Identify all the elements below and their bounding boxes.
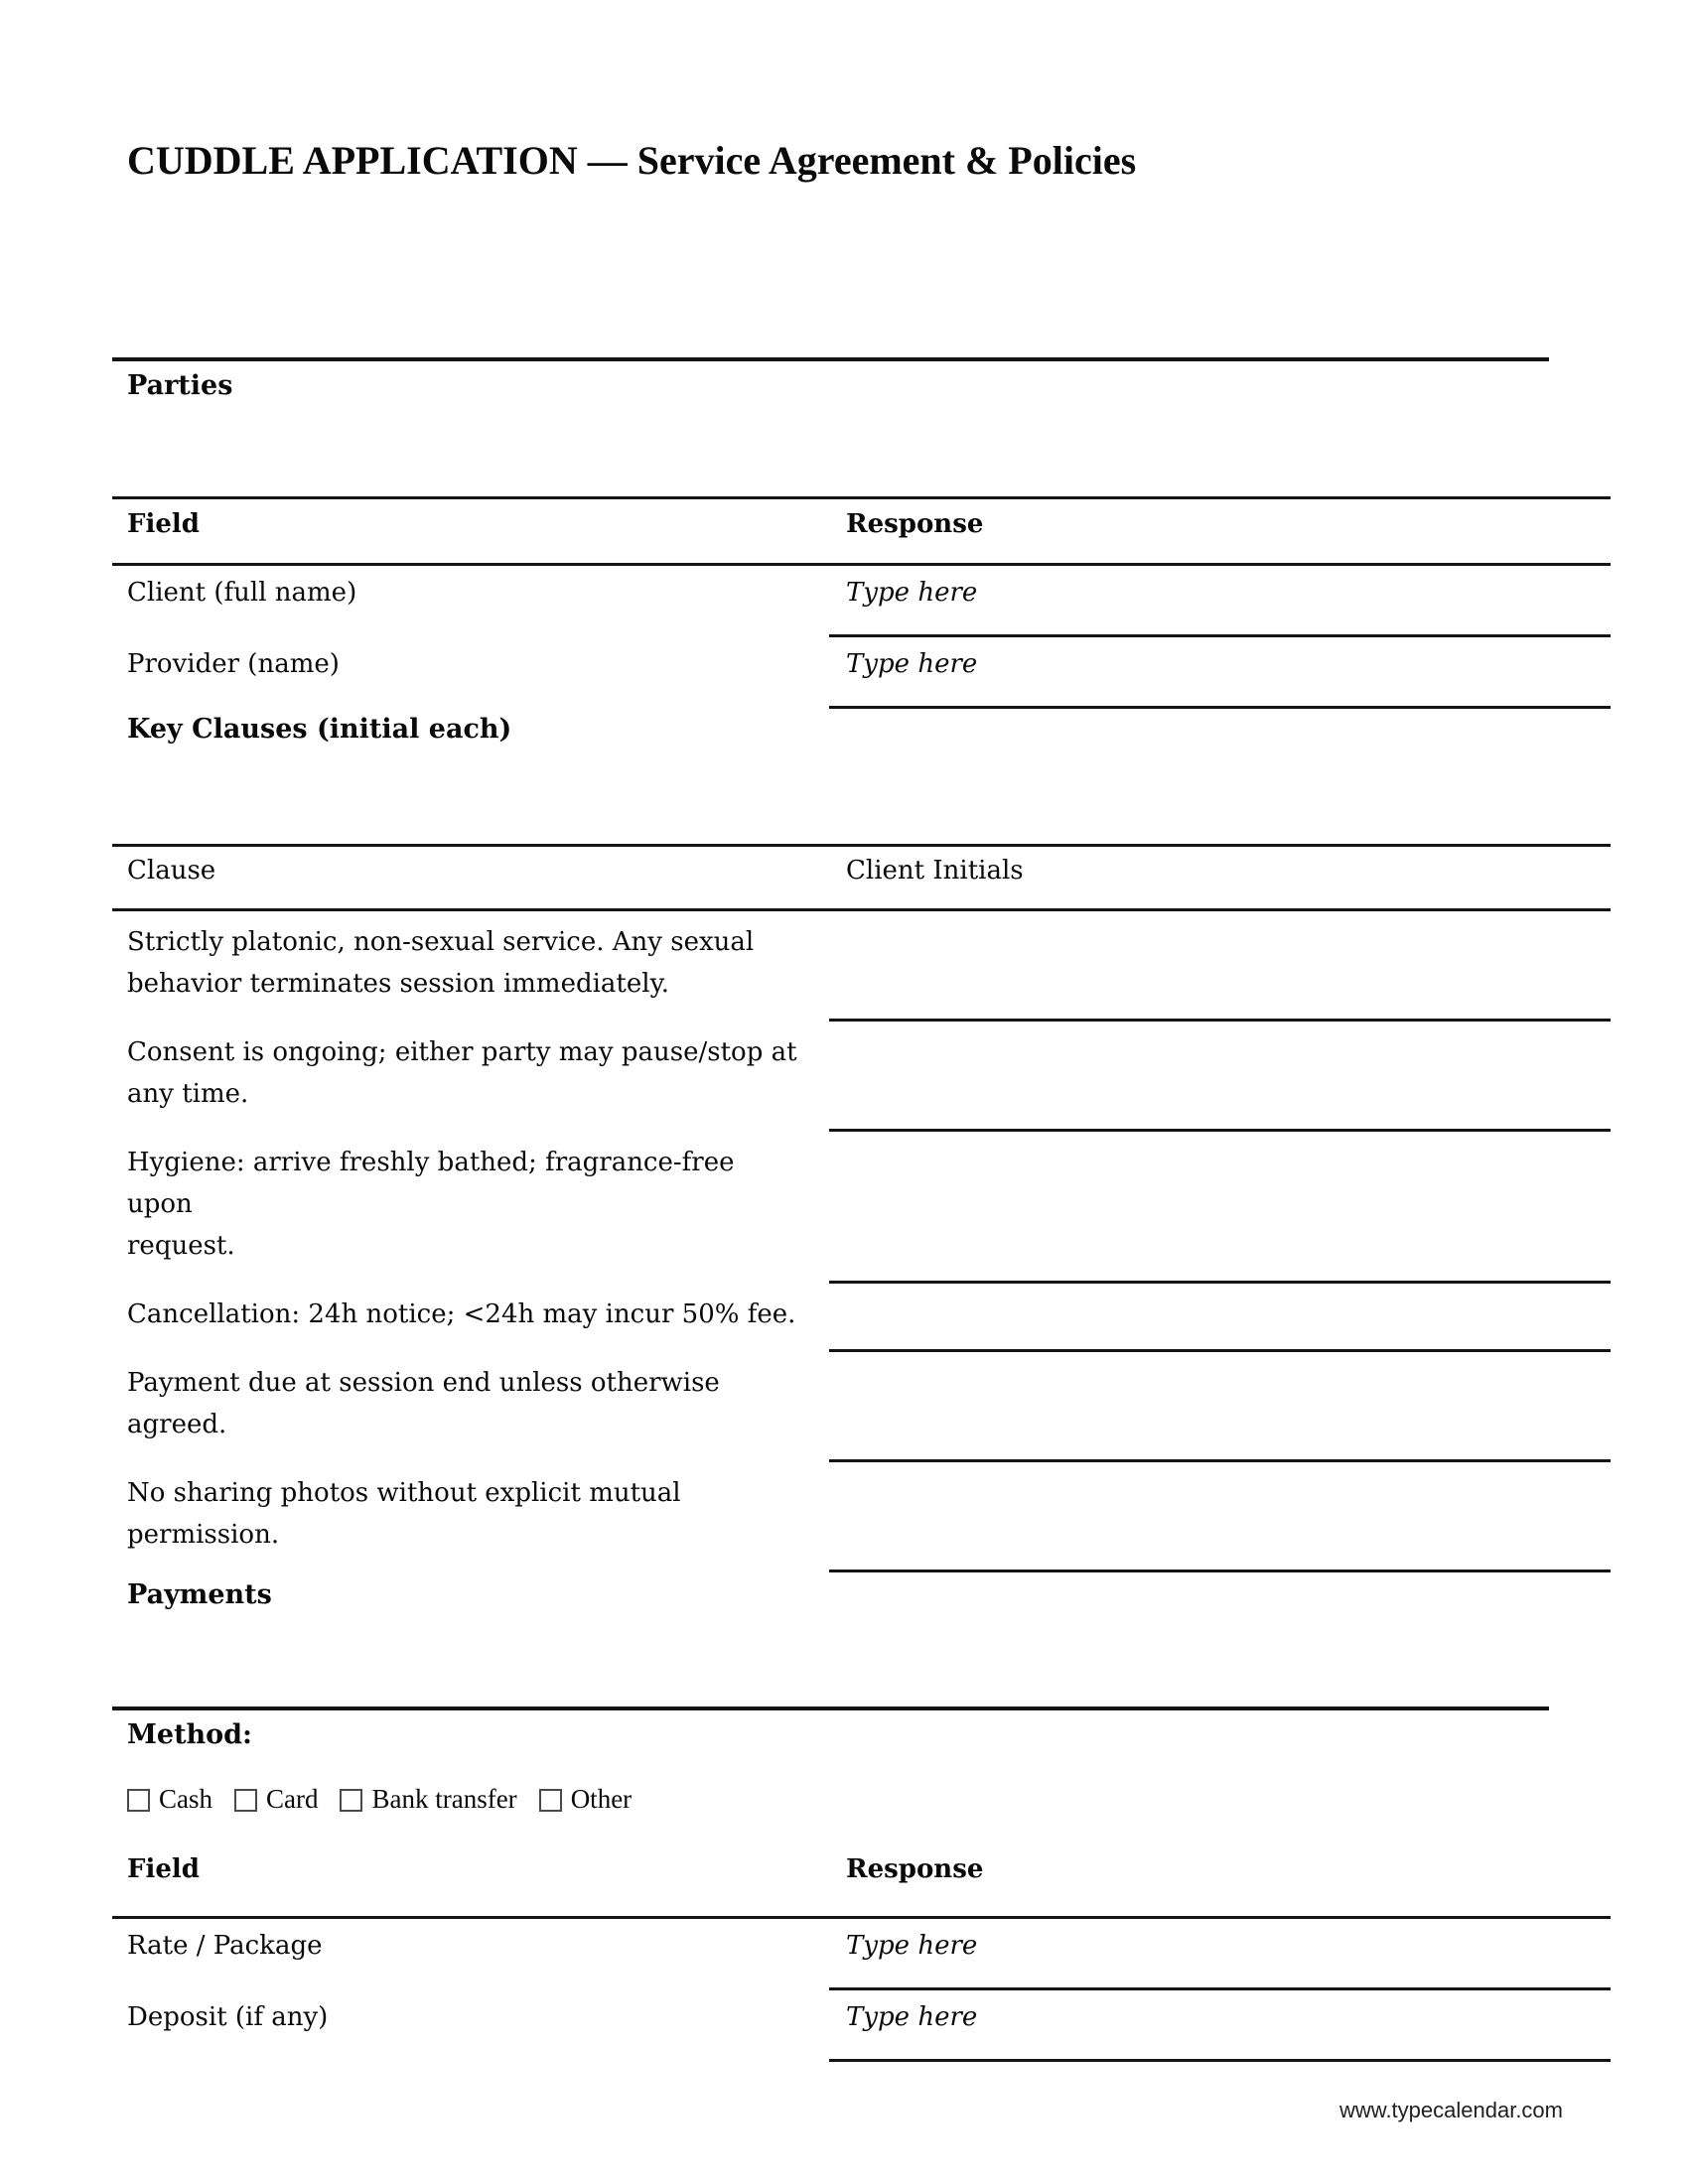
initials-column-header: Client Initials (846, 856, 1024, 886)
provider-name-input[interactable]: Type here (829, 637, 1611, 709)
clauses-table-header-row (112, 844, 1611, 911)
clause-text: Hygiene: arrive freshly bathed; fragrance-free upon request. (127, 1148, 735, 1261)
checkbox-unchecked-icon[interactable] (340, 1789, 362, 1812)
option-card (234, 1784, 318, 1814)
clause-row-hygiene (112, 1132, 1611, 1284)
document-page (112, 0, 1611, 2123)
provider-name-label: Provider (name) (127, 649, 340, 679)
clause-text: Strictly platonic, non-sexual service. Any sexual behavior terminates session immediately. (127, 927, 755, 999)
field-column-header: Field (127, 509, 200, 539)
parties-table (112, 496, 1611, 709)
option-bank-transfer (340, 1784, 516, 1814)
parties-table-header-row (112, 496, 1611, 566)
deposit-row (112, 1990, 1611, 2062)
clause-text: Consent is ongoing; either party may pause/stop at any time. (127, 1037, 797, 1109)
payments-table-header-row (112, 1853, 1611, 1919)
response-column-header: Response (846, 509, 984, 539)
response-column-header: Response (846, 1854, 984, 1884)
clause-text: No sharing photos without explicit mutual permission. (127, 1478, 681, 1550)
clause-initials-field[interactable] (829, 1352, 1611, 1462)
footer-url: www.typecalendar.com (1339, 2098, 1563, 2122)
clause-initials-field[interactable] (829, 1022, 1611, 1132)
clause-initials-field[interactable] (829, 1284, 1611, 1352)
clause-row-payment-due (112, 1352, 1611, 1462)
client-name-label: Client (full name) (127, 578, 357, 608)
page-title: CUDDLE APPLICATION — Service Agreement & Policies (127, 138, 1137, 183)
clause-row-no-photos (112, 1462, 1611, 1572)
clause-initials-field[interactable] (829, 1132, 1611, 1284)
clauses-table (112, 844, 1611, 1572)
clause-initials-field[interactable] (829, 1462, 1611, 1572)
rate-package-row (112, 1919, 1611, 1990)
field-column-header: Field (127, 1854, 200, 1884)
clause-row-consent (112, 1022, 1611, 1132)
deposit-input[interactable]: Type here (829, 1990, 1611, 2062)
option-cash (127, 1784, 212, 1814)
option-card-label: Card (266, 1784, 319, 1814)
clause-text: Cancellation: 24h notice; <24h may incur 50% fee. (127, 1299, 796, 1329)
provider-name-row (112, 637, 1611, 709)
clause-initials-field[interactable] (829, 911, 1611, 1022)
option-other (539, 1784, 632, 1814)
deposit-label: Deposit (if any) (127, 2002, 329, 2032)
clause-row-cancellation (112, 1284, 1611, 1352)
checkbox-unchecked-icon[interactable] (127, 1789, 150, 1812)
option-cash-label: Cash (159, 1784, 212, 1814)
rate-package-input[interactable]: Type here (829, 1919, 1611, 1990)
rate-package-label: Rate / Package (127, 1931, 323, 1961)
section-heading-key-clauses: Key Clauses (initial each) (127, 714, 512, 745)
option-bank-transfer-label: Bank transfer (371, 1784, 517, 1814)
checkbox-unchecked-icon[interactable] (234, 1789, 257, 1812)
clause-row-platonic (112, 911, 1611, 1022)
clause-column-header: Clause (127, 856, 216, 886)
clause-text: Payment due at session end unless otherwise agreed. (127, 1368, 720, 1439)
payments-table (112, 1853, 1611, 2062)
section-heading-parties: Parties (112, 357, 1549, 403)
payment-method-options (112, 1784, 1611, 1814)
section-heading-payments: Payments (127, 1579, 272, 1610)
option-other-label: Other (570, 1784, 633, 1814)
section-heading-method: Method: (112, 1706, 1549, 1752)
checkbox-unchecked-icon[interactable] (539, 1789, 562, 1812)
client-name-input[interactable]: Type here (829, 566, 1611, 637)
client-name-row (112, 566, 1611, 637)
